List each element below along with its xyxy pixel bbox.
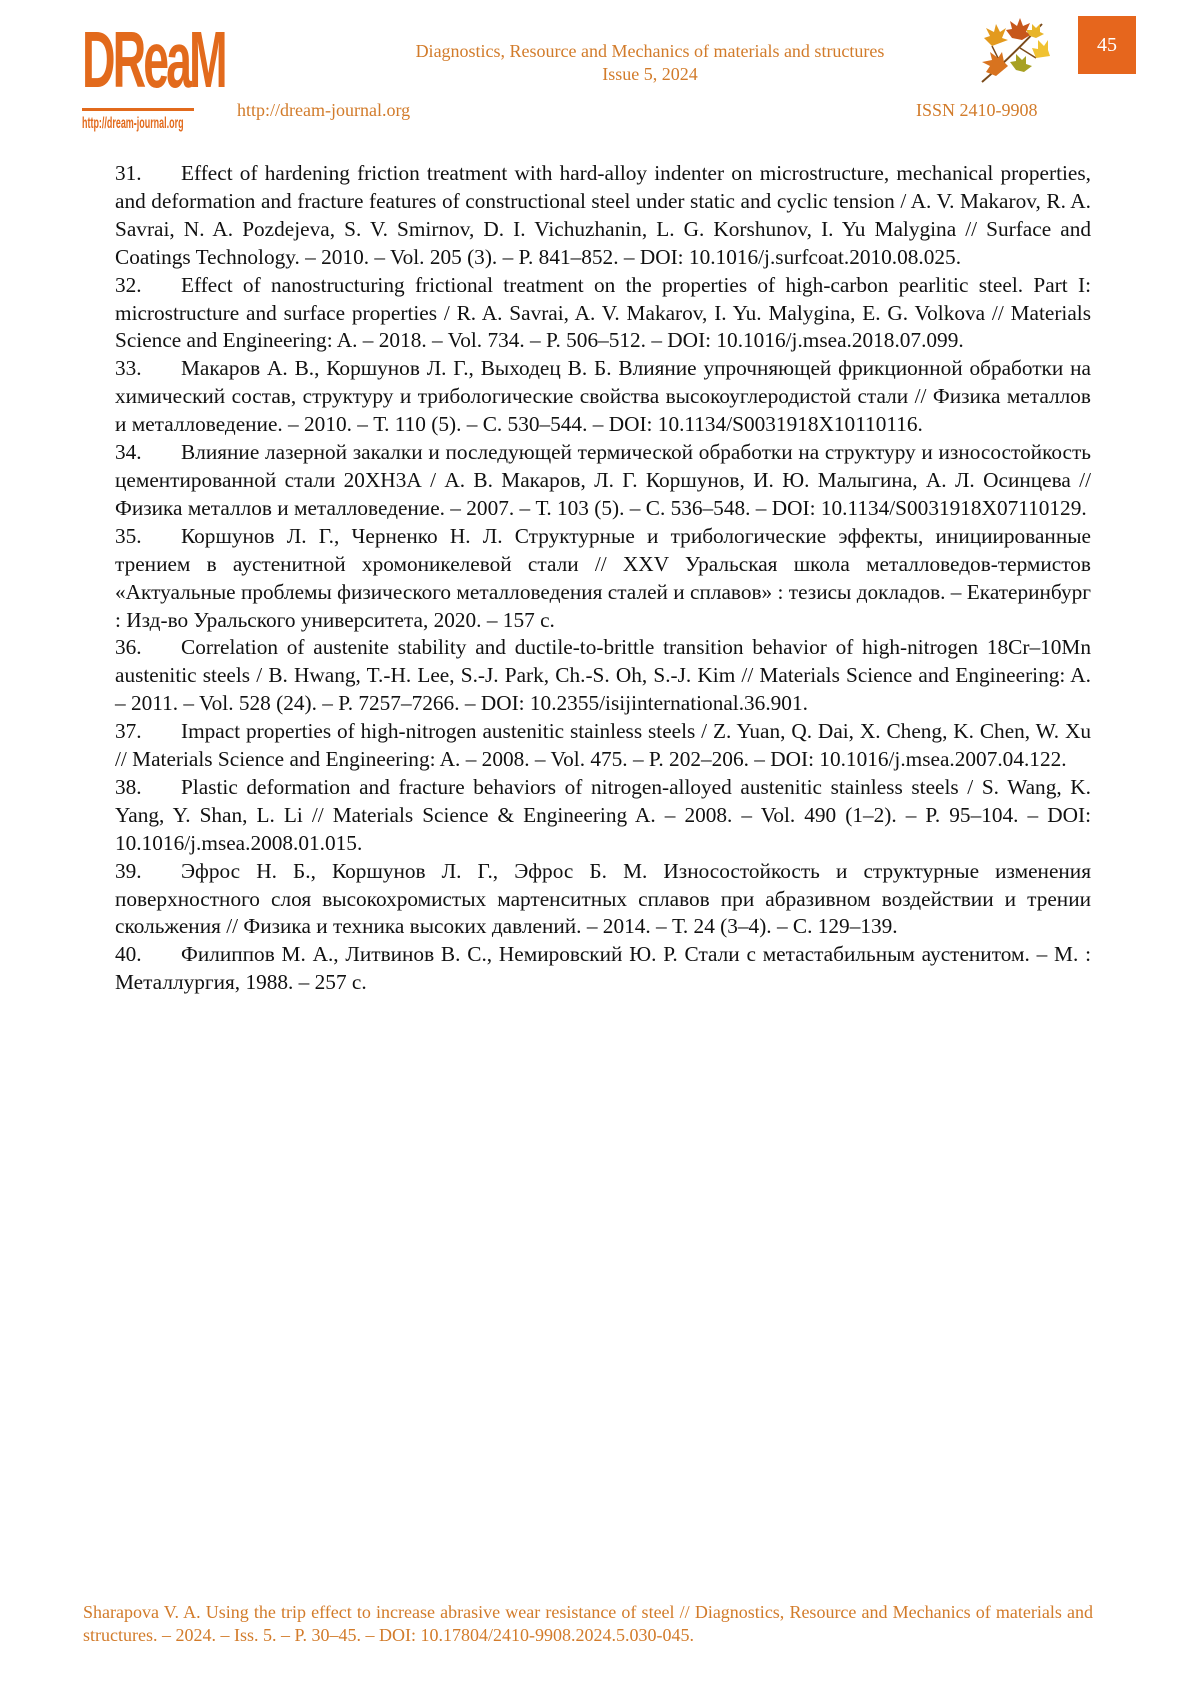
reference-item: [115, 858, 1091, 942]
journal-title: [340, 40, 960, 86]
logo-underline: [82, 108, 194, 111]
reference-text: Effect of hardening friction treatment with hard-alloy indenter on microstructure, mechanical properties, and deformation and fracture features of constructional steel under static and cyclic tension / A. V. Makarov, R. A. Savrai, N. A. Pozdejeva, S. V. Smirnov, D. I. Vichuzhanin, L. G. Korshunov, I. Yu Malygina // Surface and Coatings Technology. – 2010. – Vol. 205 (3). – P. 841–852. – DOI: 10.1016/j.surfcoat.2010.08.025.: [115, 161, 1091, 269]
reference-text: Эфрос Н. Б., Коршунов Л. Г., Эфрос Б. М. Износостойкость и структурные изменения поверхностного слоя высокохромистых мартенситных сплавов при абразивном воздействии и трении скольжения // Физика и техника высоких давлений. – 2014. – Т. 24 (3–4). – С. 129–139.: [115, 858, 1091, 939]
reference-text: Коршунов Л. Г., Черненко Н. Л. Структурные и трибологические эффекты, инициированные трением в аустенитной хромоникелевой стали // XXV Уральская школа металловедов-термистов «Актуальные проблемы физического металловедения сталей и сплавов» : тезисы докладов. – Екатеринбург : Изд-во Уральского университета, 2020. – 157 с.: [115, 523, 1091, 632]
reference-item: [115, 941, 1091, 997]
reference-item: [115, 355, 1091, 439]
reference-item: [115, 523, 1091, 635]
reference-item: [115, 718, 1091, 774]
reference-item: [115, 634, 1091, 718]
issn-number: ISSN 2410-9908: [916, 100, 1038, 120]
reference-text: Влияние лазерной закалки и последующей термической обработки на структуру и износостойкость цементированной стали 20ХН3А / А. В. Макаров, Л. Г. Коршунов, И. Ю. Малыгина, А. Л. Осинцева // Физика металлов и металловедение. – 2007. – Т. 103 (5). – С. 536–548. – DOI: 10.1134/S0031918X07110129.: [115, 440, 1091, 520]
reference-number: 34.: [115, 440, 142, 465]
journal-issue: Issue 5, 2024: [602, 64, 698, 84]
reference-number: 37.: [115, 719, 142, 744]
logo-url: http://dream-journal.org: [82, 115, 184, 132]
reference-number: 40.: [115, 942, 142, 967]
reference-number: 32.: [115, 272, 142, 297]
logo-wordmark: DReaM: [82, 15, 225, 104]
autumn-leaves-icon: [972, 16, 1050, 90]
reference-list: [115, 160, 1091, 997]
journal-site-link[interactable]: http://dream-journal.org: [237, 100, 411, 120]
reference-number: 39.: [115, 858, 142, 883]
reference-number: 38.: [115, 774, 142, 799]
reference-item: [115, 774, 1091, 858]
reference-number: 33.: [115, 356, 142, 381]
reference-text: Макаров А. В., Коршунов Л. Г., Выходец В. Б. Влияние упрочняющей фрикционной обработки на химический состав, структуру и трибологические свойства высокоуглеродистой стали // Физика металлов и металловедение. – 2010. – Т. 110 (5). – С. 530–544. – DOI: 10.1134/S0031918X10110116.: [115, 356, 1091, 437]
reference-item: [115, 160, 1091, 272]
reference-item: [115, 272, 1091, 356]
journal-name: Diagnostics, Resource and Mechanics of materials and structures: [415, 41, 885, 61]
journal-logo: [82, 15, 225, 132]
reference-item: [115, 439, 1091, 523]
page-number: 45: [1078, 16, 1136, 74]
reference-number: 36.: [115, 635, 142, 660]
footer-citation: Sharapova V. A. Using the trip effect to increase abrasive wear resistance of steel // Diagnostics, Resource and Mechanics of materials and structures. – 2024. – Iss. 5. – P. 30–45. – DOI: 10.17804/2410-9908.2024.5.030-045.: [83, 1602, 1093, 1645]
reference-number: 31.: [115, 161, 142, 185]
reference-text: Impact properties of high-nitrogen austenitic stainless steels / Z. Yuan, Q. Dai, X. Cheng, K. Chen, W. Xu // Materials Science and Engineering: A. – 2008. – Vol. 475. – P. 202–206. – DOI: 10.1016/j.msea.2007.04.122.: [115, 719, 1091, 772]
reference-text: Филиппов М. А., Литвинов В. С., Немировский Ю. Р. Стали с метастабильным аустенитом. – М. : Металлургия, 1988. – 257 с.: [115, 942, 1091, 995]
reference-text: Correlation of austenite stability and ductile-to-brittle transition behavior of high-nitrogen 18Cr–10Mn austenitic steels / B. Hwang, T.-H. Lee, S.-J. Park, Ch.-S. Oh, S.-J. Kim // Materials Science and Engineering: A. – 2011. – Vol. 528 (24). – P. 7257–7266. – DOI: 10.2355/isijinternational.36.901.: [115, 635, 1091, 716]
reference-text: Effect of nanostructuring frictional treatment on the properties of high-carbon pearlitic steel. Part I: microstructure and surface properties / R. A. Savrai, A. V. Makarov, I. Yu. Malygina, E. G. Volkova // Materials Science and Engineering: A. – 2018. – Vol. 734. – P. 506–512. – DOI: 10.1016/j.msea.2018.07.099.: [115, 272, 1091, 353]
reference-text: Plastic deformation and fracture behaviors of nitrogen-alloyed austenitic stainless steels / S. Wang, K. Yang, Y. Shan, L. Li // Materials Science & Engineering A. – 2008. – Vol. 490 (1–2). – P. 95–104. – DOI: 10.1016/j.msea.2008.01.015.: [115, 774, 1091, 855]
reference-number: 35.: [115, 523, 142, 548]
